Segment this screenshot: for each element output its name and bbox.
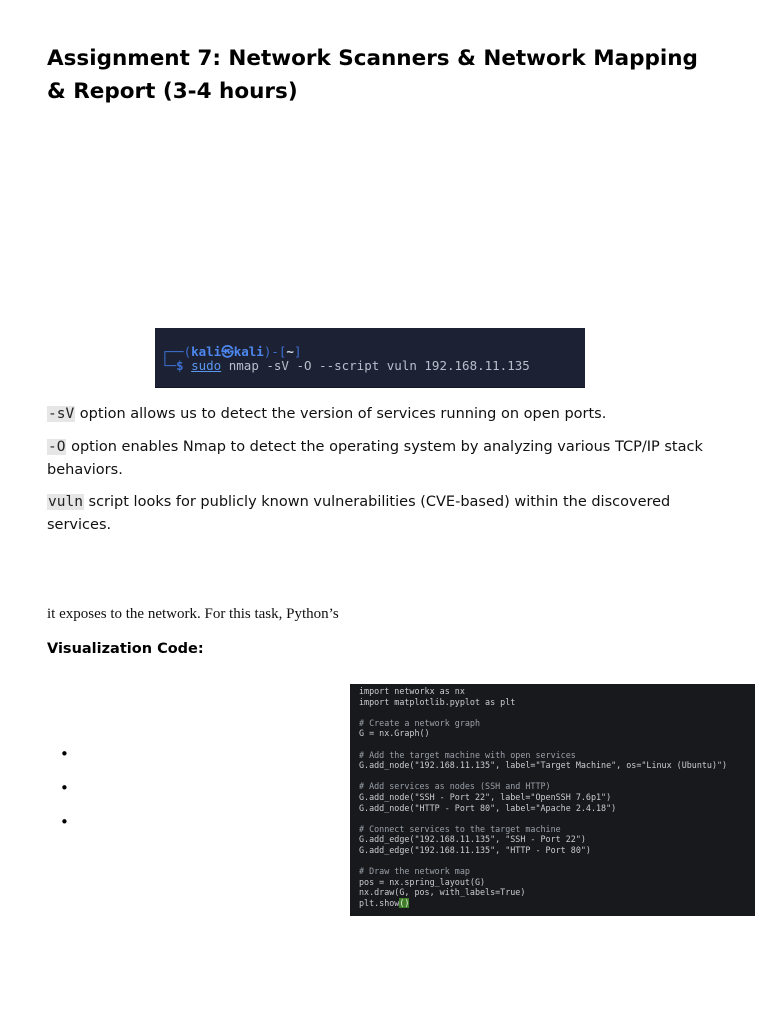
bullet-item: • — [60, 779, 69, 797]
code-line: G.add_edge("192.168.11.135", "HTTP - Port 80") — [359, 844, 591, 855]
code-line: nx.draw(G, pos, with_labels=True) — [359, 887, 526, 898]
page-title: Assignment 7: Network Scanners & Network Mapping & Report (3-4 hours) — [47, 46, 698, 104]
terminal-bracket-close: )-[ — [263, 344, 287, 359]
code-line — [359, 707, 755, 718]
bullet-item: • — [60, 745, 69, 763]
inline-code-o: -O — [48, 439, 66, 455]
section-heading: Visualization Code: — [47, 641, 204, 657]
inline-code-vuln: vuln — [48, 494, 83, 510]
bullet-item: • — [60, 813, 69, 831]
fragment-text: it exposes to the network. For this task, Python’s — [47, 606, 339, 622]
code-line — [359, 856, 755, 867]
paragraph-sv-option — [47, 403, 727, 426]
code-comment: # Add services as nodes (SSH and HTTP) — [359, 781, 551, 792]
paragraph-text: script looks for publicly known vulnerabilities (CVE-based) within the discovered services. — [47, 494, 671, 533]
code-line: import matplotlib.pyplot as plt — [359, 696, 516, 707]
terminal-sudo: sudo — [191, 358, 222, 373]
terminal-bracket-open: ┌──( — [161, 344, 192, 359]
code-comment: # Connect services to the target machine — [359, 823, 561, 834]
code-screenshot — [350, 684, 755, 916]
terminal-screenshot — [155, 328, 585, 388]
code-line: G.add_node("SSH - Port 22", label="OpenSSH 7.6p1") — [359, 791, 612, 802]
terminal-host: kali — [233, 344, 264, 359]
code-line: G = nx.Graph() — [359, 728, 430, 739]
terminal-prompt: └─$ — [161, 358, 192, 373]
code-line: pos = nx.spring_layout(G) — [359, 876, 486, 887]
terminal-command-line — [161, 358, 530, 373]
code-line: G.add_node("192.168.11.135", label="Target Machine", os="Linux (Ubuntu)") — [359, 760, 728, 771]
terminal-path: ~ — [286, 344, 294, 359]
paragraph-vuln-script — [47, 491, 727, 537]
code-comment: # Create a network graph — [359, 717, 481, 728]
inline-code-sv: -sV — [48, 406, 75, 422]
terminal-command: nmap -sV -O --script vuln 192.168.11.135 — [221, 358, 530, 373]
code-text: plt.show — [359, 897, 400, 908]
terminal-user: kali — [191, 344, 222, 359]
paragraph-o-option — [47, 436, 727, 482]
code-line — [359, 739, 755, 750]
code-line: G.add_edge("192.168.11.135", "SSH - Port 22") — [359, 834, 586, 845]
code-line: G.add_node("HTTP - Port 80", label="Apache 2.4.18") — [359, 802, 617, 813]
code-comment: # Add the target machine with open services — [359, 749, 576, 760]
code-line-last — [359, 898, 755, 909]
terminal-path-close: ] — [293, 344, 302, 359]
code-line — [359, 771, 755, 782]
code-comment: # Draw the network map — [359, 866, 470, 877]
paragraph-text: option enables Nmap to detect the operating system by analyzing various TCP/IP stack behaviors. — [47, 439, 703, 478]
terminal-at-symbol: ㉿ — [221, 344, 234, 359]
code-cursor-highlight: () — [399, 897, 410, 908]
code-line: import networkx as nx — [359, 686, 465, 696]
code-line — [359, 813, 755, 824]
paragraph-text: option allows us to detect the version of services running on open ports. — [75, 406, 607, 422]
